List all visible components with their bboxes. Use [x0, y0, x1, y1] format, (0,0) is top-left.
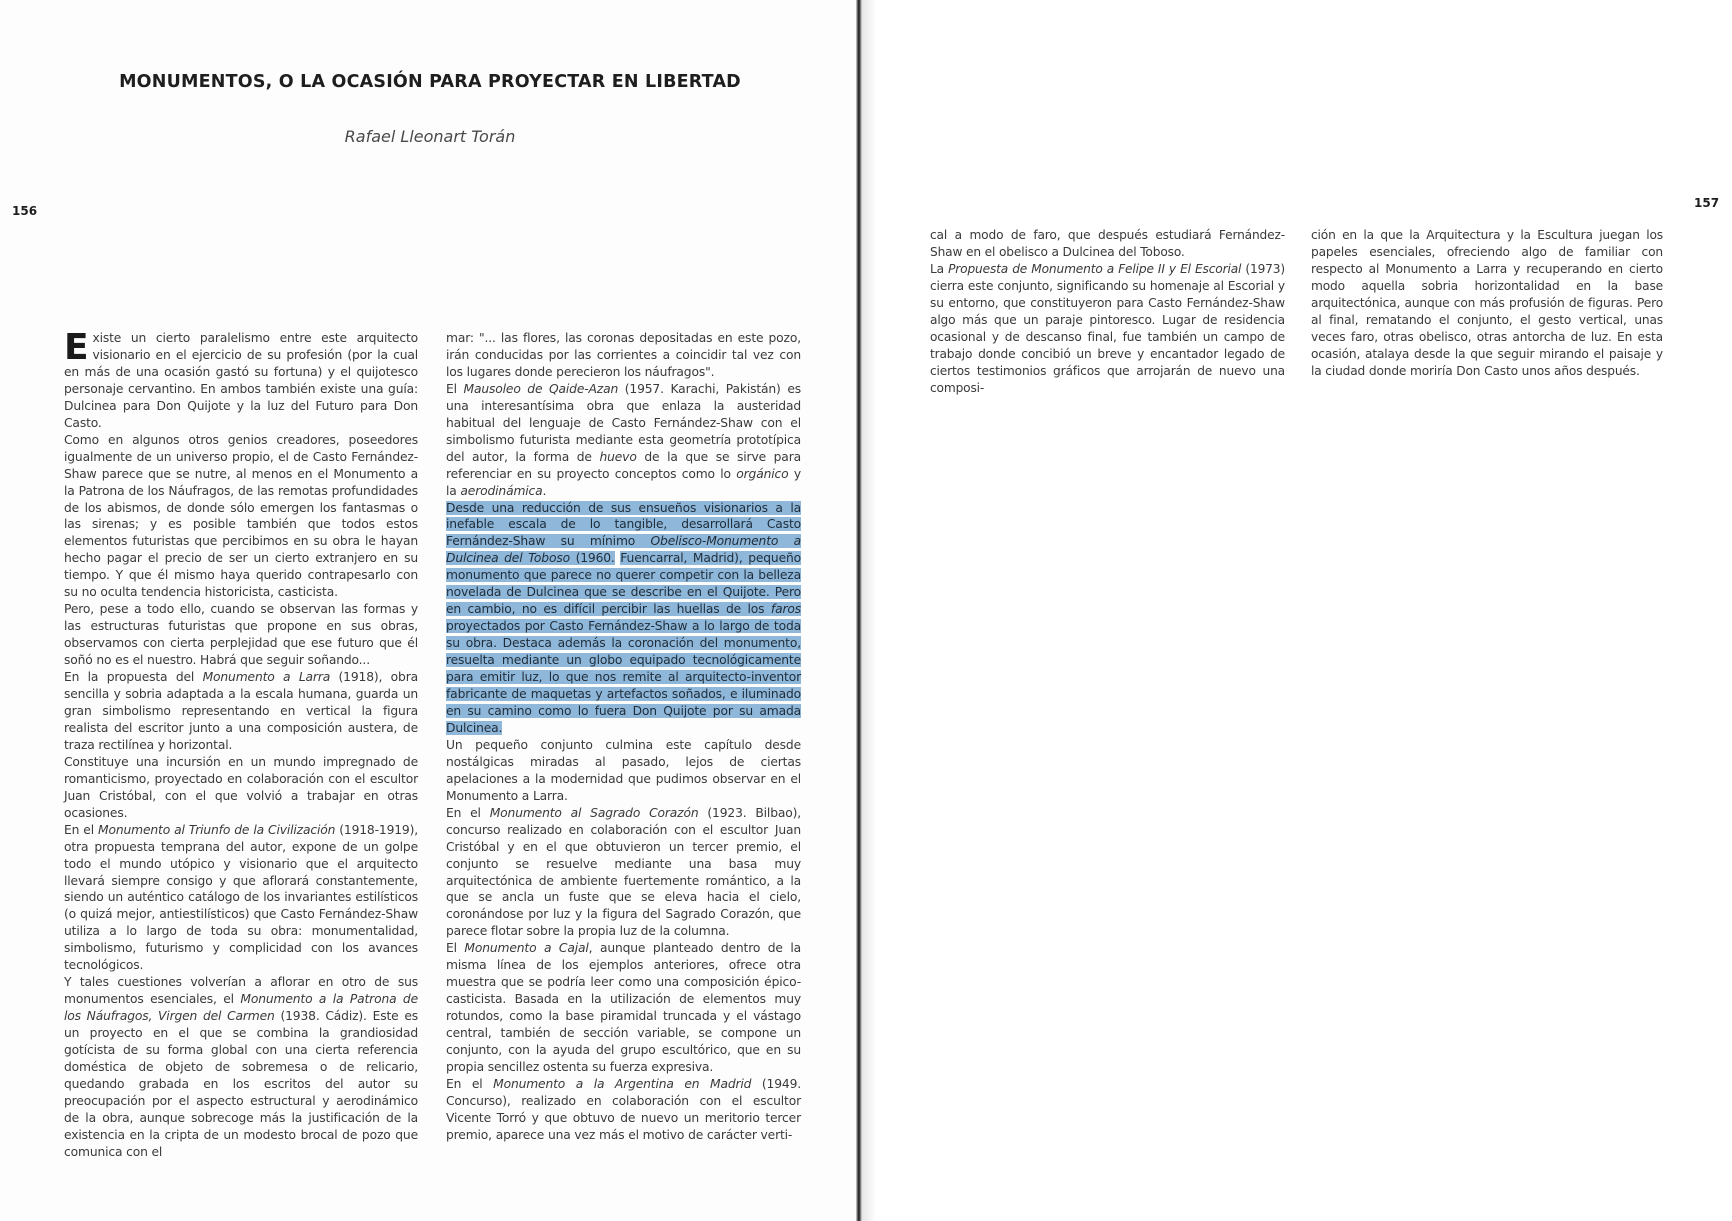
italic-term: orgánico [736, 466, 789, 481]
text-run: En el [446, 805, 490, 820]
text-run: La [930, 261, 949, 276]
text-run: Y tales cuestiones volverían a aflorar en otro de sus monumentos esenciales, el [64, 975, 418, 1007]
paragraph [446, 1076, 801, 1144]
page-number-right: 157 [1694, 196, 1720, 210]
text-run: proyectados por Casto Fernández-Shaw a lo largo de toda su obra. Destaca además la coronación del monumento, resuelta mediante un globo equipado tecnológicamente para emitir luz, lo que nos remite al arquitecto-inventor fabricante de maquetas y artefactos soñados, e iluminado en su camino como lo fuera Don Quijote por su amada Dulcinea. [446, 619, 801, 735]
paragraph: ción en la que la Arquitectura y la Escultura juegan los papeles esenciales, ofreciendo algo de familiar con respecto al Monumento a Larra y recuperando en cierto modo aquella sobria horizontalidad en la base arquitectónica, aunque con más profusión de figuras. Pero al final, rematando el conjunto, el gesto vertical, unas veces faro, otras obelisco, otras antorcha de luz. En esta ocasión, atalaya desde la que seguir mirando el paisaje y la ciudad donde moriría Don Casto unos años después. [1311, 228, 1663, 378]
italic-term: faros [770, 602, 801, 617]
right-page [862, 0, 1732, 1221]
drop-cap: E [64, 327, 89, 368]
paragraph [64, 327, 418, 432]
text-run: (1918), obra sencilla y sobria adaptada a la escala humana, guarda un gran simbolismo representando en vertical la figura realista del escritor junto a una composición austera, de traza rectilínea y horizontal. [64, 670, 419, 752]
italic-title: Mausoleo de Qaide-Azan [463, 381, 619, 396]
paragraph: Pero, pese a todo ello, cuando se observan las formas y las estructuras futuristas que propone en sus obras, observamos con cierta perplejidad que ese futuro que él soñó no es el nuestro. Habrá que seguir soñando... [64, 602, 418, 668]
text-run: En la propuesta del [64, 670, 203, 685]
text-run: Desde una reducción de sus ensueños visionarios a la inefable escala de lo tangible, desarrollará Casto Fernández-Shaw su mínimo [446, 500, 801, 549]
text-run: (1957. Karachi, Pakistán) es una interesantísima obra que enlaza la austeridad habitual del lenguaje de Casto Fernández-Shaw con el simbolismo futurista mediante esta geometría prototípica del autor, la forma de [446, 381, 801, 464]
page-number-left: 156 [12, 204, 38, 218]
text-run: Fuencarral, Madrid), pequeño monumento que parece no querer competir con la belleza novelada de Dulcinea que se describe en el Quijote. Pero en cambio, no es difícil percibir las huellas de los [446, 551, 801, 617]
text-run: (1973) cierra este conjunto, significando su homenaje al Escorial y su entorno, que constituyeron para Casto Fernández-Shaw algo más que un paraje pintoresco. Lugar de residencia ocasional y de descanso final, fue también un campo de trabajo donde concibió un breve y encantador legado de ciertos testimonios gráficos que arrojarán de nuevo una composi- [930, 261, 1285, 395]
paragraph: Constituye una incursión en un mundo impregnado de romanticismo, proyectado en colaboración con el escultor Juan Cristóbal, con el que volvió a trabajar en otras ocasiones. [64, 754, 418, 820]
paragraph: Como en algunos otros genios creadores, poseedores igualmente de un universo propio, el de Casto Fernández-Shaw parece que se nutre, al menos en el Monumento a la Patrona de los Náufragos, de las remotas profundidades de los abismos, de donde sólo emergen los fantasmas o las sirenas; y es posible también que todos estos elementos futuristas que percibimos en su obra le hayan hecho pagar el precio de ser un cierto extranjero en su tiempo. Y que él mismo haya querido contrapesarlo con su no oculta tendencia historicista, casticista. [64, 432, 418, 600]
text-run: En el [64, 822, 99, 837]
italic-title: Monumento a la Patrona de los Náufragos, Virgen del Carmen [64, 992, 418, 1024]
text-run: En el [446, 1076, 494, 1091]
paragraph [446, 940, 801, 1076]
gutter-shadow [862, 0, 876, 1221]
paragraph: Un pequeño conjunto culmina este capítulo desde nostálgicas miradas al pasado, lejos de ciertas apelaciones a la modernidad que pudimos observar en el Monumento a Larra. [446, 737, 801, 803]
paragraph [64, 822, 418, 975]
italic-title: Monumento al Triunfo de la Civilización [98, 822, 336, 837]
italic-term: huevo [599, 449, 637, 464]
text-run: El [446, 941, 465, 956]
italic-title: Monumento a Larra [202, 670, 331, 685]
italic-title: Obelisco-Monumento a Dulcinea del Toboso [446, 534, 802, 566]
text-run: (1938. Cádiz). Este es un proyecto en el que se combina la grandiosidad gotícista de su forma global con una cierta referencia doméstica de objeto de sobremesa o de relicario, quedando grabada en los escritos del autor su preocupación por el aspecto estructural y aerodinámico de la obra, aunque sobrecoge más la justificación de la existencia en la cripta de un modesto brocal de pozo que comunica con el [64, 1009, 418, 1159]
article-title: MONUMENTOS, O LA OCASIÓN PARA PROYECTAR EN LIBERTAD [119, 72, 741, 92]
text-column-2 [446, 330, 801, 1144]
italic-title: Propuesta de Monumento a Felipe II y El Escorial [948, 261, 1242, 276]
text-run: (1949. Concurso), realizado en colaboración con el escultor Vicente Torró y que obtuvo de nuevo un meritorio tercer premio, aparece una vez más el motivo de carácter verti- [446, 1076, 802, 1142]
text-run: de la que se sirve para referenciar en su proyecto conceptos como lo [446, 449, 801, 481]
italic-title: Monumento a la Argentina en Madrid [493, 1076, 752, 1091]
italic-title: Monumento a Cajal [464, 941, 589, 956]
text-run: y la [446, 466, 801, 498]
text-column-1 [64, 327, 419, 1161]
author-name: Rafael Lleonart Torán [344, 127, 516, 146]
paragraph: mar: "... las flores, las coronas depositadas en este pozo, irán conducidas por las corrientes a coincidir tal vez con los lugares donde perecieron los náufragos". [446, 331, 801, 379]
selection-highlight[interactable] [446, 551, 801, 735]
text-run: (1923. Bilbao), concurso realizado en colaboración con el escultor Juan Cristóbal y en el que obtuvieron un tercer premio, el conjunto se resuelve mediante una basa muy arquitectónica de ambiente fuertemente romántico, a la que se ancla un fuste que se eleva hacia el cielo, coronándose por luz y la figura del Sagrado Corazón, que parece flotar sobre la propia luz de la columna. [446, 805, 802, 939]
left-page [0, 0, 858, 1221]
text-column-3 [930, 227, 1285, 397]
paragraph [446, 381, 801, 500]
highlighted-paragraph[interactable] [446, 500, 801, 737]
text-run: , aunque planteado dentro de la misma línea de los ejemplos anteriores, ofrece otra muestra que se podría leer como una composición épico-casticista. Basada en la utilización de elementos muy rotundos, como la base piramidal truncada y el vástago central, también de sección variable, se compone un conjunto, con la ayuda del grupo escultórico, que en su propia sencillez ostenta su fuerza expresiva. [446, 941, 801, 1074]
paragraph [446, 805, 801, 941]
text-run: (1918-1919), otra propuesta temprana del autor, expone de un golpe todo el mundo utópico y visionario que el arquitecto llevará siempre consigo y que aflorará constantemente, siendo un auténtico catálogo de los invariantes estilísticos (o quizá mejor, antiestilísticos) que Casto Fernández-Shaw utiliza a lo largo de toda su obra: monumentalidad, simbolismo, futurismo y complicidad con los avances tecnológicos. [64, 822, 418, 973]
paragraph-text: xiste un cierto paralelismo entre este arquitecto visionario en el ejercicio de su profesión (por la cual en más de una ocasión gastó su fortuna) y el quijotesco personaje cervantino. En ambos también existe una guía: Dulcinea para Don Quijote y la luz del Futuro para Don Casto. [64, 331, 418, 430]
text-run: (1960. [569, 551, 615, 566]
italic-term: aerodinámica [460, 483, 543, 498]
italic-title: Monumento al Sagrado Corazón [489, 805, 699, 820]
paragraph [930, 261, 1285, 397]
paragraph [64, 974, 418, 1160]
paragraph: cal a modo de faro, que después estudiará Fernández-Shaw en el obelisco a Dulcinea del Toboso. [930, 228, 1285, 259]
paragraph [64, 669, 418, 754]
text-run: El [446, 381, 464, 396]
text-column-4 [1311, 227, 1663, 380]
text-run: . [542, 483, 547, 498]
